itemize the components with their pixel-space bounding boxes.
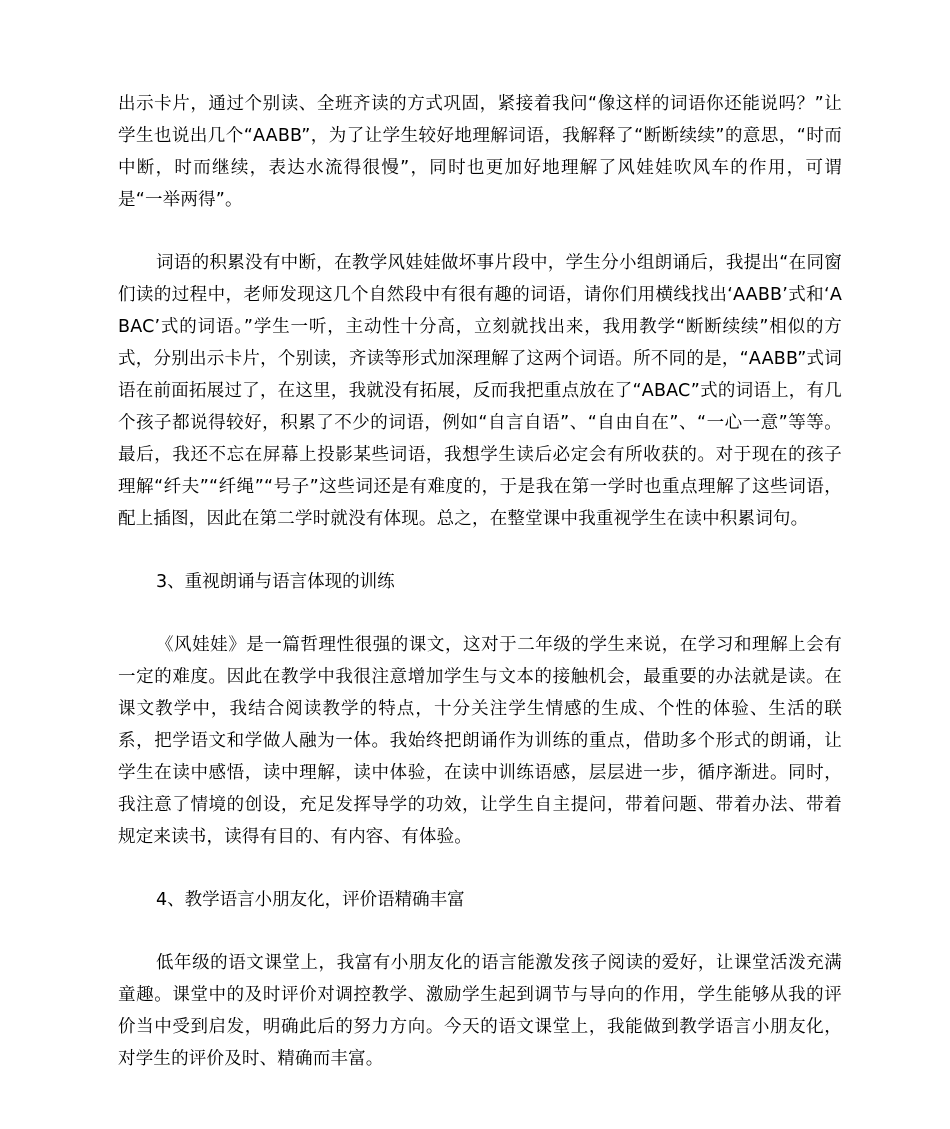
paragraph-teaching-language: 低年级的语文课堂上，我富有小朋友化的语言能激发孩子阅读的爱好，让课堂活泼充满童趣。课堂中的及时评价对调控教学、激励学生起到调节与导向的作用，学生能够从我的评价当中受到启发，明确此后的努力方向。今天的语文课堂上，我能做到教学语言小朋友化，对学生的评价及时、精确而丰富。 (118, 953, 842, 1069)
section-heading-4: 4、教学语言小朋友化，评价语精确丰富 (156, 890, 465, 910)
paragraph-reading-training: 《风娃娃》是一篇哲理性很强的课文，这对于二年级的学生来说，在学习和理解上会有一定的难度。因此在教学中我很注意增加学生与文本的接触机会，最重要的办法就是读。在课文教学中，我结合阅读教学的特点，十分关注学生情感的生成、个性的体验、生活的联系，把学语文和学做人融为一体。我始终把朗诵作为训练的重点，借助多个形式的朗诵，让学生在读中感悟，读中理解，读中体验，在读中训练语感，层层进一步，循序渐进。同时，我注意了情境的创设，充足发挥导学的功效，让学生自主提问，带着问题、带着办法、带着规定来读书，读得有目的、有内容、有体验。 (118, 635, 842, 847)
paragraph-vocabulary: 词语的积累没有中断，在教学风娃娃做坏事片段中，学生分小组朗诵后，我提出“在同窗们读的过程中，老师发现这几个自然段中有很有趣的词语，请你们用横线找出‘AABB’式和‘ABAC’式的词语。”学生一听，主动性十分高，立刻就找出来，我用教学“断断续续”相似的方式，分别出示卡片，个别读，齐读等形式加深理解了这两个词语。所不同的是，“AABB”式词语在前面拓展过了，在这里，我就没有拓展，反而我把重点放在了“ABAC”式的词语上，有几个孩子都说得较好，积累了不少的词语，例如“自言自语”、“自由自在”、“一心一意”等等。最后，我还不忘在屏幕上投影某些词语，我想学生读后必定会有所收获的。对于现在的孩子理解“纤夫”“纤绳”“号子”这些词还是有难度的，于是我在第一学时也重点理解了这些词语，配上插图，因此在第二学时就没有体现。总之，在整堂课中我重视学生在读中积累词句。 (118, 253, 842, 529)
paragraph-intro-continuation: 出示卡片，通过个别读、全班齐读的方式巩固，紧接着我问“像这样的词语你还能说吗？”让学生也说出几个“AABB”，为了让学生较好地理解词语，我解释了“断断续续”的意思，“时而中断，时而继续，表达水流得很慢”，同时也更加好地理解了风娃娃吹风车的作用，可谓是“一举两得”。 (118, 94, 842, 210)
paragraph-gap (118, 853, 842, 884)
paragraph-gap (118, 216, 842, 247)
section-heading-3: 3、重视朗诵与语言体现的训练 (156, 572, 395, 592)
document-page (118, 88, 842, 1075)
paragraph-gap (118, 916, 842, 947)
paragraph-gap (118, 535, 842, 566)
paragraph-gap (118, 598, 842, 629)
